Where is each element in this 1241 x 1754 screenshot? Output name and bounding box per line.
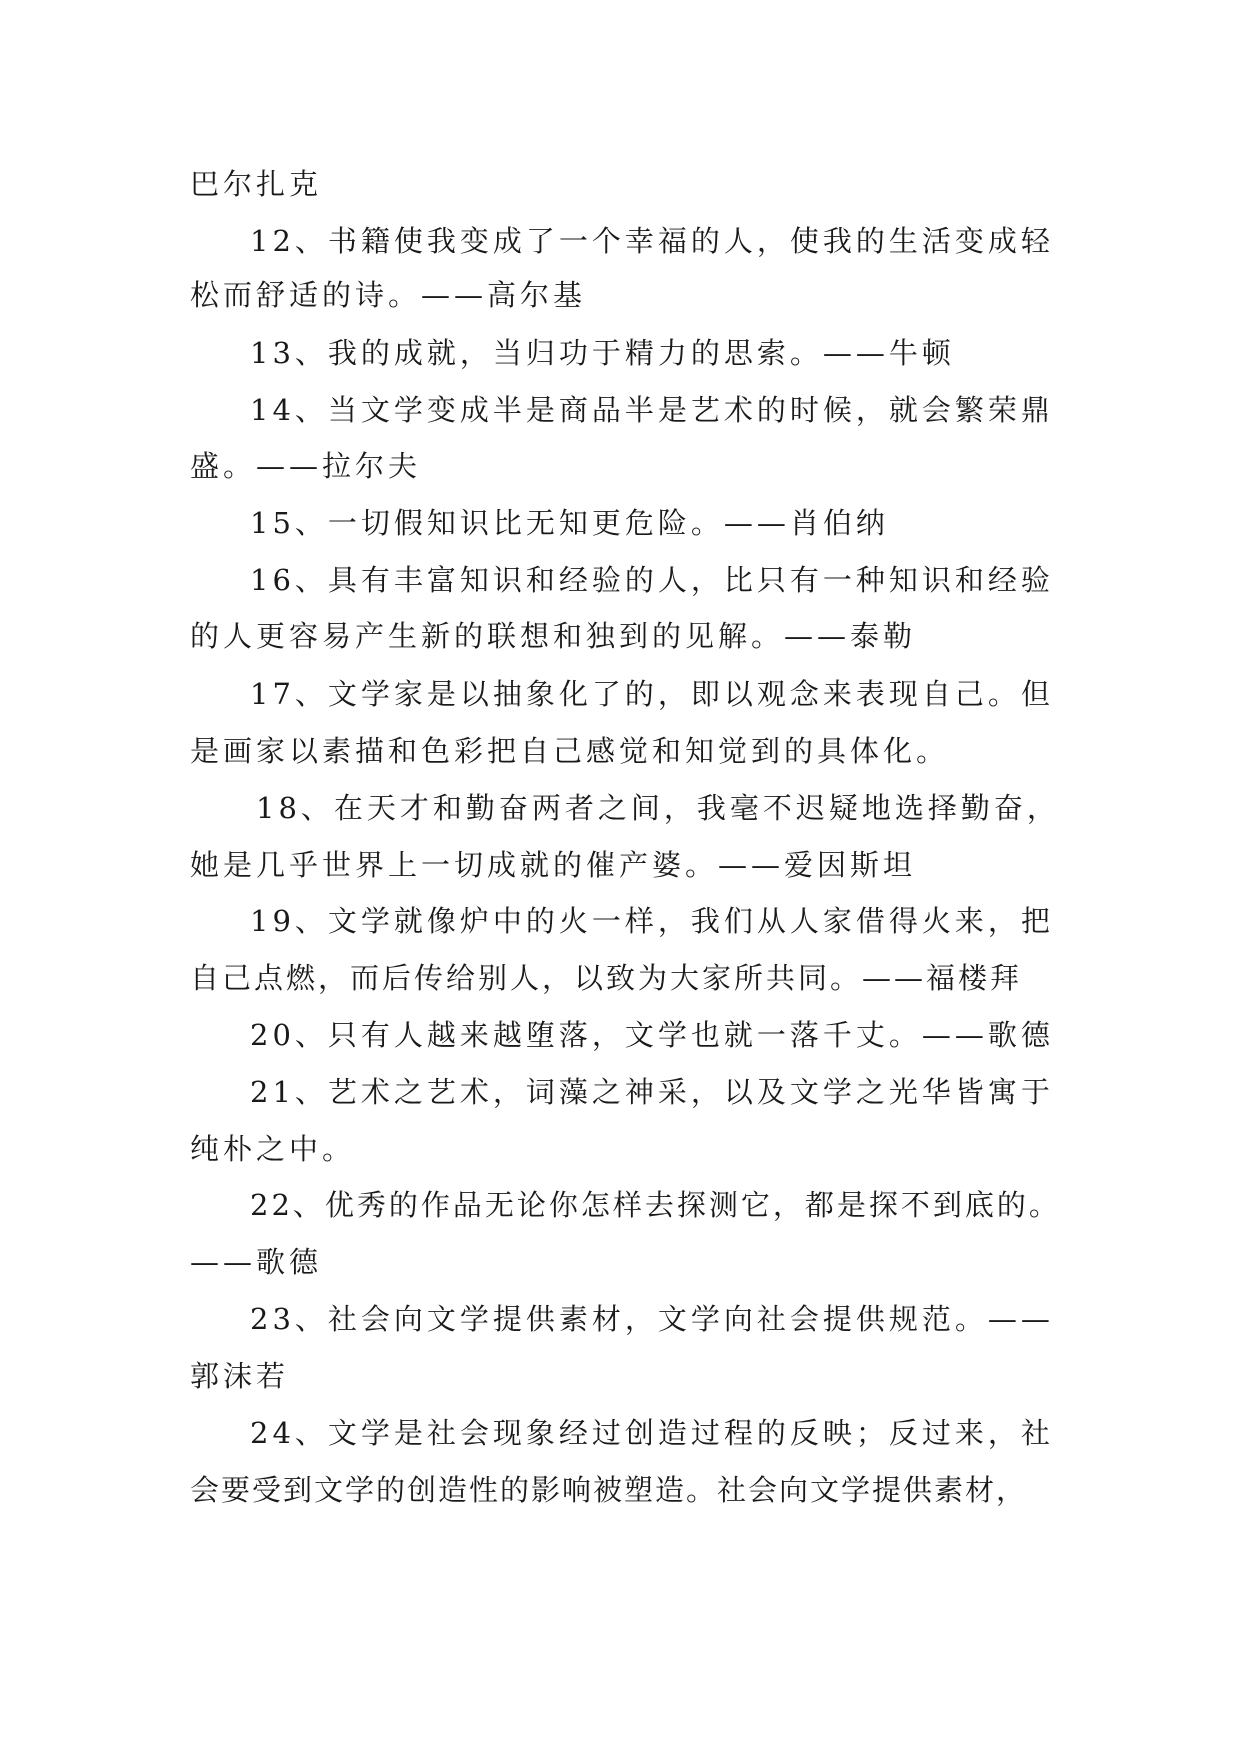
quote-line: 13、我的成就，当归功于精力的思索。——牛顿 (250, 336, 955, 370)
quote-line: 自己点燃，而后传给别人，以致为大家所共同。——福楼拜 (190, 961, 1023, 995)
text-line: 巴尔扎克 (190, 167, 323, 201)
quote-line: 17、文学家是以抽象化了的，即以观念来表现自己。但 (250, 677, 1054, 711)
quote-line: 的人更容易产生新的联想和独到的见解。——泰勒 (190, 619, 917, 653)
quote-line: ——歌德 (190, 1245, 323, 1279)
quote-line: 15、一切假知识比无知更危险。——肖伯纳 (250, 506, 889, 540)
quote-line: 22、优秀的作品无论你怎样去探测它，都是探不到底的。 (250, 1188, 1061, 1222)
quote-line: 24、文学是社会现象经过创造过程的反映；反过来，社 (250, 1416, 1054, 1450)
quote-line: 18、在天才和勤奋两者之间，我毫不迟疑地选择勤奋， (256, 791, 1060, 825)
quote-line: 她是几乎世界上一切成就的催产婆。——爱因斯坦 (190, 848, 917, 882)
quote-line: 盛。——拉尔夫 (190, 449, 422, 483)
quote-line: 12、书籍使我变成了一个幸福的人，使我的生活变成轻 (250, 224, 1054, 258)
quote-line: 23、社会向文学提供素材，文学向社会提供规范。—— (250, 1302, 1054, 1336)
quote-line: 松而舒适的诗。——高尔基 (190, 278, 587, 312)
quote-line: 14、当文学变成半是商品半是艺术的时候，就会繁荣鼎 (250, 393, 1054, 427)
quote-line: 郭沫若 (190, 1359, 290, 1393)
quote-line: 会要受到文学的创造性的影响被塑造。社会向文学提供素材， (190, 1473, 1028, 1507)
quote-line: 19、文学就像炉中的火一样，我们从人家借得火来，把 (250, 904, 1054, 938)
quote-line: 20、只有人越来越堕落，文学也就一落千丈。——歌德 (250, 1018, 1054, 1052)
quote-line: 21、艺术之艺术，词藻之神采，以及文学之光华皆寓于 (250, 1075, 1054, 1109)
quote-line: 纯朴之中。 (190, 1132, 356, 1166)
quote-line: 是画家以素描和色彩把自己感觉和知觉到的具体化。 (190, 734, 950, 768)
quote-line: 16、具有丰富知识和经验的人，比只有一种知识和经验 (250, 563, 1054, 597)
